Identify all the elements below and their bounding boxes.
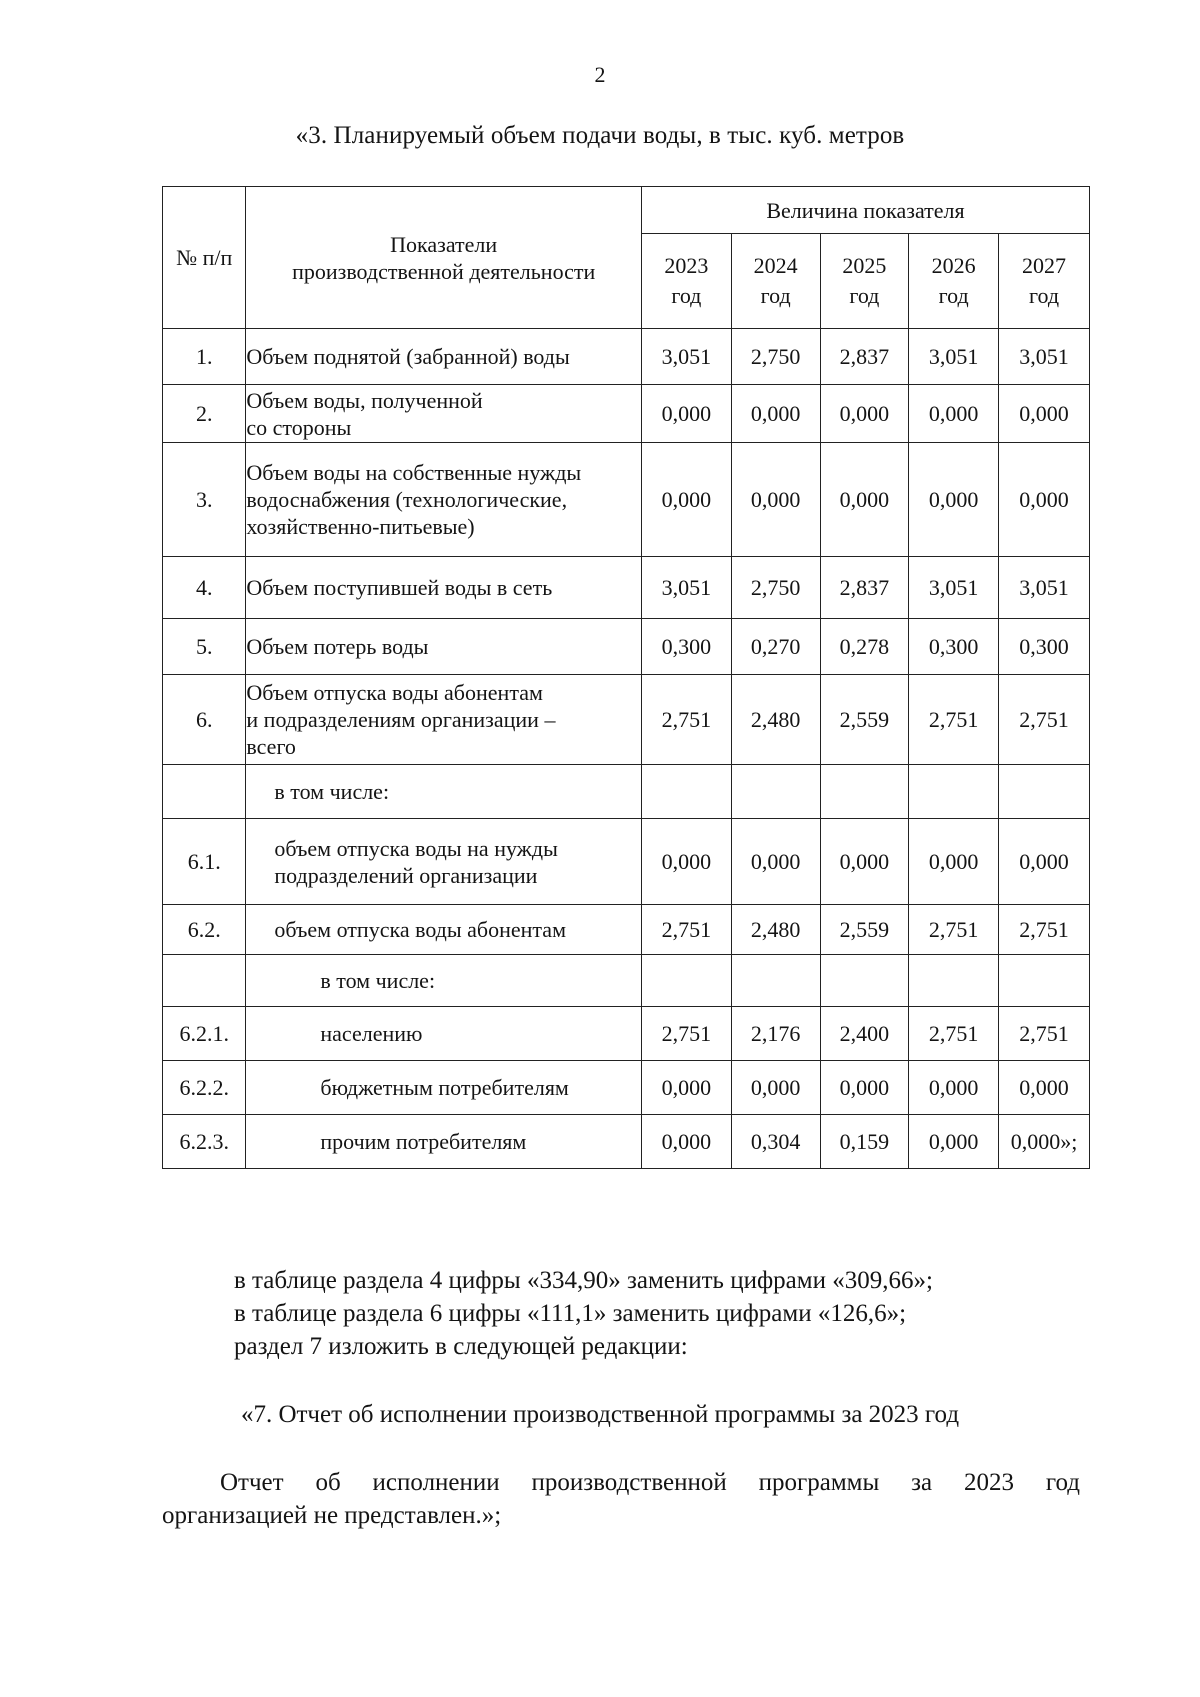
value-cell: 2,751: [641, 905, 731, 955]
value-cell: 2,751: [999, 675, 1090, 765]
value-cell: 0,278: [820, 619, 909, 675]
value-cell: 2,480: [731, 675, 820, 765]
value-cell: 0,000»;: [999, 1115, 1090, 1169]
value-cell: 0,000: [820, 385, 909, 443]
row-indicator: прочим потребителям: [246, 1115, 642, 1169]
value-cell: 2,176: [731, 1007, 820, 1061]
row-indicator: населению: [246, 1007, 642, 1061]
value-cell: 3,051: [999, 329, 1090, 385]
row-number: [163, 955, 246, 1007]
value-cell: 0,000: [731, 443, 820, 557]
value-cell: 2,480: [731, 905, 820, 955]
table-row: [163, 765, 1090, 819]
section-title: «3. Планируемый объем подачи воды, в тыс. куб. метров: [295, 122, 905, 149]
value-cell: 2,751: [999, 905, 1090, 955]
value-cell: 0,000: [641, 1115, 731, 1169]
table-row: [163, 819, 1090, 905]
value-cell: 2,751: [999, 1007, 1090, 1061]
value-cell: 0,000: [999, 1061, 1090, 1115]
table-body: [163, 329, 1090, 1169]
value-cell: 2,559: [820, 905, 909, 955]
value-cell: [999, 955, 1090, 1007]
page-number: 2: [594, 62, 606, 87]
value-cell: 0,000: [641, 443, 731, 557]
header-number: № п/п: [163, 187, 246, 329]
row-number: [163, 765, 246, 819]
report-paragraph: [162, 1466, 1080, 1532]
value-cell: 0,000: [909, 1115, 999, 1169]
row-indicator: Объем поднятой (забранной) воды: [246, 329, 642, 385]
value-cell: 2,559: [820, 675, 909, 765]
row-number: 6.2.1.: [163, 1007, 246, 1061]
row-number: 6.2.2.: [163, 1061, 246, 1115]
value-cell: [820, 955, 909, 1007]
amendment-line: в таблице раздела 4 цифры «334,90» заменить цифрами «309,66»;: [234, 1267, 933, 1294]
value-cell: 2,837: [820, 557, 909, 619]
value-cell: 2,751: [909, 675, 999, 765]
row-indicator: в том числе:: [246, 955, 642, 1007]
section7-title: «7. Отчет об исполнении производственной программы за 2023 год: [240, 1401, 960, 1428]
year-header: 2026 год: [909, 234, 999, 329]
row-number: 6.2.: [163, 905, 246, 955]
row-indicator: в том числе:: [246, 765, 642, 819]
value-cell: 3,051: [641, 329, 731, 385]
value-cell: [999, 765, 1090, 819]
value-cell: 3,051: [999, 557, 1090, 619]
table-row: [163, 619, 1090, 675]
value-cell: 2,751: [909, 905, 999, 955]
table-row: [163, 955, 1090, 1007]
row-number: 6.: [163, 675, 246, 765]
value-cell: 0,000: [641, 385, 731, 443]
value-cell: 0,270: [731, 619, 820, 675]
value-cell: 0,159: [820, 1115, 909, 1169]
row-indicator: бюджетным потребителям: [246, 1061, 642, 1115]
table-row: [163, 1061, 1090, 1115]
row-number: 5.: [163, 619, 246, 675]
table-row: [163, 385, 1090, 443]
value-cell: 0,000: [820, 819, 909, 905]
table-row: [163, 1007, 1090, 1061]
value-cell: 2,750: [731, 557, 820, 619]
value-cell: 3,051: [909, 557, 999, 619]
table-row: [163, 905, 1090, 955]
amendment-line: в таблице раздела 6 цифры «111,1» заменить цифрами «126,6»;: [234, 1300, 907, 1327]
value-cell: 2,751: [641, 675, 731, 765]
value-cell: [820, 765, 909, 819]
value-cell: [731, 955, 820, 1007]
value-cell: [641, 765, 731, 819]
table-row: [163, 443, 1090, 557]
year-header: 2027 год: [999, 234, 1090, 329]
value-cell: [731, 765, 820, 819]
header-indicator-value: Величина показателя: [641, 187, 1089, 234]
row-indicator: Объем отпуска воды абонентам и подразделениям организации – всего: [246, 675, 642, 765]
value-cell: 0,000: [999, 819, 1090, 905]
table-row: [163, 329, 1090, 385]
value-cell: 0,304: [731, 1115, 820, 1169]
row-indicator: объем отпуска воды на нужды подразделений организации: [246, 819, 642, 905]
year-header: 2024 год: [731, 234, 820, 329]
value-cell: 0,000: [641, 1061, 731, 1115]
table-row: [163, 557, 1090, 619]
value-cell: 2,400: [820, 1007, 909, 1061]
header-indicator: Показатели производственной деятельности: [246, 187, 642, 329]
report-line: организацией не представлен.»;: [162, 1502, 502, 1529]
value-cell: 2,750: [731, 329, 820, 385]
table-row: [163, 675, 1090, 765]
value-cell: 3,051: [641, 557, 731, 619]
row-number: 3.: [163, 443, 246, 557]
row-indicator: Объем потерь воды: [246, 619, 642, 675]
value-cell: 0,000: [909, 819, 999, 905]
value-cell: 0,000: [731, 385, 820, 443]
value-cell: 0,000: [731, 1061, 820, 1115]
value-cell: 0,000: [909, 1061, 999, 1115]
table-row: [163, 1115, 1090, 1169]
row-indicator: Объем воды на собственные нужды водоснабжения (технологические, хозяйственно-питьевые): [246, 443, 642, 557]
row-indicator: Объем воды, полученной со стороны: [246, 385, 642, 443]
value-cell: 0,000: [820, 443, 909, 557]
value-cell: 0,000: [999, 385, 1090, 443]
row-number: 6.2.3.: [163, 1115, 246, 1169]
value-cell: 2,837: [820, 329, 909, 385]
year-header: 2023 год: [641, 234, 731, 329]
value-cell: 0,000: [909, 443, 999, 557]
value-cell: 0,300: [641, 619, 731, 675]
value-cell: 3,051: [909, 329, 999, 385]
value-cell: [909, 765, 999, 819]
row-number: 1.: [163, 329, 246, 385]
row-indicator: Объем поступившей воды в сеть: [246, 557, 642, 619]
value-cell: [641, 955, 731, 1007]
year-header: 2025 год: [820, 234, 909, 329]
row-number: 4.: [163, 557, 246, 619]
value-cell: 0,000: [820, 1061, 909, 1115]
value-cell: [909, 955, 999, 1007]
value-cell: 0,300: [999, 619, 1090, 675]
value-cell: 0,300: [909, 619, 999, 675]
row-indicator: объем отпуска воды абонентам: [246, 905, 642, 955]
value-cell: 0,000: [731, 819, 820, 905]
value-cell: 0,000: [909, 385, 999, 443]
value-cell: 0,000: [641, 819, 731, 905]
water-supply-table: [162, 186, 1090, 1169]
value-cell: 0,000: [999, 443, 1090, 557]
report-line: Отчет об исполнении производственной программы за 2023 год: [220, 1469, 1080, 1496]
amendment-line: раздел 7 изложить в следующей редакции:: [234, 1333, 688, 1360]
row-number: 6.1.: [163, 819, 246, 905]
amendments: [234, 1264, 1114, 1363]
row-number: 2.: [163, 385, 246, 443]
value-cell: 2,751: [909, 1007, 999, 1061]
value-cell: 2,751: [641, 1007, 731, 1061]
